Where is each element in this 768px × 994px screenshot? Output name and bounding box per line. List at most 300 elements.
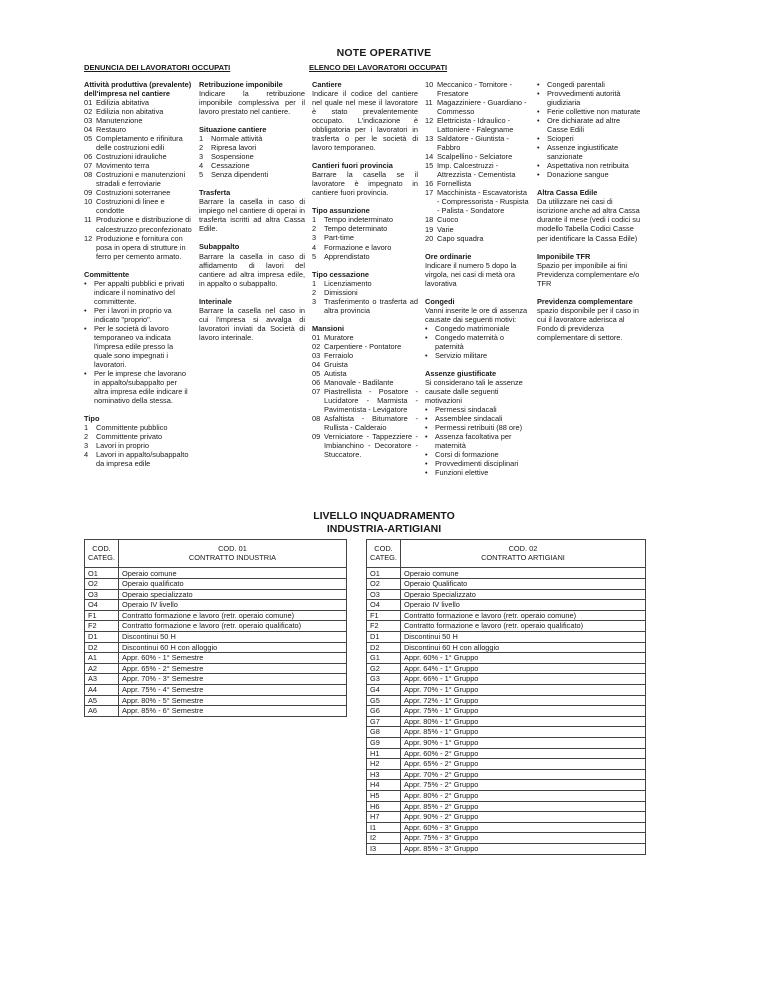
table-row: [85, 579, 347, 590]
assenze-list-continued: [537, 80, 641, 179]
list-item: [84, 369, 192, 405]
list-item-text: Provvedimenti disciplinari: [435, 459, 519, 469]
list-item-number: 10: [425, 80, 434, 89]
bullet-icon: •: [425, 405, 428, 415]
table-row: [367, 589, 646, 600]
list-item-number: 09: [312, 432, 321, 442]
table-row: [367, 600, 646, 611]
list-item-text: Congedo maternità o paternità: [435, 332, 505, 351]
list-item: [537, 80, 641, 89]
cell-description: Appr. 65% - 2° Semestre: [118, 663, 346, 674]
cell-description: Appr. 80% - 1° Gruppo: [400, 716, 645, 727]
list-item: [425, 324, 529, 333]
header-categ: CATEG.: [370, 553, 397, 563]
list-item: [425, 333, 529, 351]
list-item: [312, 288, 418, 297]
list-item-text: Aspettativa non retribuita: [547, 161, 629, 171]
cell-code: F2: [85, 621, 119, 632]
cell-code: H5: [367, 790, 401, 801]
cell-description: Contratto formazione e lavoro (retr. operaio comune): [118, 610, 346, 621]
cessazione-heading: Tipo cessazione: [312, 269, 369, 279]
table-row: [367, 812, 646, 823]
list-item-text: Piastrellista - Posatore - Lucidatore - Marmista - Pavimentista - Levigatore: [324, 386, 418, 414]
cell-description: Discontinui 50 H: [400, 632, 645, 643]
cell-code: G8: [367, 727, 401, 738]
list-item: [84, 197, 192, 215]
subappalto-heading: Subappalto: [199, 242, 240, 252]
cell-code: H4: [367, 780, 401, 791]
list-item-number: 05: [84, 134, 93, 144]
cell-code: D1: [367, 632, 401, 643]
table-row: [367, 674, 646, 685]
cell-description: Appr. 85% - 6° Semestre: [118, 706, 346, 717]
table-row: [367, 780, 646, 791]
page-title: NOTE OPERATIVE: [336, 47, 432, 59]
list-item: [312, 360, 418, 369]
list-item: [312, 215, 418, 224]
list-item-text: Produzione e distribuzione di calcestruzzo preconfezionato: [96, 215, 192, 234]
bullet-icon: •: [537, 116, 540, 126]
list-item-text: Assenza facoltativa per maternità: [435, 432, 512, 451]
cell-code: O4: [85, 600, 119, 611]
table-row: [367, 642, 646, 653]
list-item-number: 12: [425, 116, 434, 126]
list-item: [425, 459, 529, 468]
list-item-text: Cuoco: [437, 215, 459, 225]
retribuzione-text: Indicare la retribuzione imponibile complessiva per il lavoro prestato nel cantiere.: [199, 89, 305, 117]
list-item-number: 3: [312, 296, 317, 306]
list-item: [312, 351, 418, 360]
cantiere-heading: Cantiere: [312, 80, 342, 89]
cell-description: Appr. 70% - 1° Gruppo: [400, 685, 645, 696]
list-item: [84, 432, 192, 441]
bullet-icon: •: [425, 423, 428, 433]
table-row: [85, 610, 347, 621]
table-row: [85, 663, 347, 674]
table-row: [367, 632, 646, 643]
list-item: [537, 107, 641, 116]
table-row: [85, 642, 347, 653]
table-contratto-industria: [84, 539, 347, 717]
list-item-number: 1: [312, 278, 317, 288]
list-item: [84, 188, 192, 197]
list-item-number: 20: [425, 233, 434, 243]
list-item-number: 12: [84, 233, 93, 243]
list-item-text: Macchinista - Escavatorista - Compressorista - Ruspista - Palista - Sondatore: [437, 188, 529, 216]
list-item-number: 03: [84, 116, 93, 126]
cell-description: Appr. 70% - 2° Gruppo: [400, 769, 645, 780]
cell-description: Appr. 65% - 2° Gruppo: [400, 759, 645, 770]
list-item: [425, 152, 529, 161]
list-item: [312, 297, 418, 315]
list-item-text: Donazione sangue: [547, 170, 609, 180]
list-item: [537, 134, 641, 143]
table-row: [367, 685, 646, 696]
list-item-text: Verniciatore - Tappezziere - Imbianchino - Decoratore - Stuccatore.: [324, 432, 418, 460]
list-item-number: 04: [312, 359, 321, 369]
list-item: [537, 89, 641, 107]
list-item-number: 15: [425, 161, 434, 171]
table-row: [367, 727, 646, 738]
list-item: [84, 152, 192, 161]
list-item: [84, 215, 192, 233]
table-contratto-artigiani: [366, 539, 646, 855]
livello-title-line2: INDUSTRIA-ARTIGIANI: [326, 523, 442, 536]
table-header-contract: [118, 540, 346, 568]
ore-ordinarie-text: Indicare il numero 5 dopo la virgola, nei casi di metà ora lavorativa: [425, 260, 517, 288]
cell-description: Operaio comune: [118, 567, 346, 579]
list-item: [84, 98, 192, 107]
list-item-number: 08: [84, 170, 93, 180]
cell-code: I2: [367, 833, 401, 844]
list-item-number: 11: [84, 215, 92, 225]
cell-description: Appr. 75% - 2° Gruppo: [400, 780, 645, 791]
list-item-text: Senza dipendenti: [211, 170, 269, 180]
list-item-text: Imp. Calcestruzzi - Attrezzista - Cementista: [437, 161, 516, 180]
list-item-text: Varie: [437, 224, 454, 234]
list-item-text: Part-time: [324, 233, 354, 243]
cell-code: F2: [367, 621, 401, 632]
ore-ordinarie-heading: Ore ordinarie: [425, 251, 472, 261]
list-item-number: 4: [199, 161, 204, 171]
list-item-number: 2: [199, 143, 204, 153]
cell-code: O1: [367, 567, 401, 579]
cell-description: Operaio Specializzato: [400, 589, 645, 600]
list-item-number: 10: [84, 197, 93, 207]
mansioni-heading: Mansioni: [312, 323, 345, 333]
section-heading-denuncia: DENUNCIA DEI LAVORATORI OCCUPATI: [84, 63, 231, 72]
cell-description: Appr. 90% - 2° Gruppo: [400, 812, 645, 823]
altra-cassa-heading: Altra Cassa Edile: [537, 188, 598, 198]
table-row: [85, 567, 347, 579]
cell-code: I1: [367, 822, 401, 833]
list-item-text: Permessi sindacali: [435, 405, 497, 415]
table-row: [85, 685, 347, 696]
trasferta-heading: Trasferta: [199, 188, 231, 198]
attivita-heading: Attività produttiva (prevalente) dell'impresa nel cantiere: [84, 80, 192, 99]
list-item: [84, 450, 192, 468]
tipo-heading: Tipo: [84, 414, 100, 424]
cell-code: H1: [367, 748, 401, 759]
cell-description: Appr. 85% - 3° Gruppo: [400, 843, 645, 854]
cell-code: H7: [367, 812, 401, 823]
list-item-text: Costruzioni di linee e condotte: [96, 197, 165, 216]
list-item-text: Permessi retribuiti (88 ore): [435, 423, 523, 433]
cell-code: D1: [85, 632, 119, 643]
list-item: [84, 441, 192, 450]
list-item-text: Produzione e fornitura con posa in opera di strutture in ferro per cemento armato.: [96, 233, 186, 261]
cell-description: Contratto formazione e lavoro (retr. operaio comune): [400, 610, 645, 621]
list-item: [425, 188, 529, 215]
list-item: [425, 80, 529, 98]
list-item-number: 14: [425, 152, 434, 162]
bullet-icon: •: [537, 161, 540, 171]
cell-code: D2: [85, 642, 119, 653]
list-item-text: Tempo determinato: [324, 224, 388, 234]
list-item-text: Dimissioni: [324, 287, 358, 297]
cell-description: Contratto formazione e lavoro (retr. operaio qualificato): [118, 621, 346, 632]
cell-code: G3: [367, 674, 401, 685]
altra-cassa-text: Da utilizzare nei casi di iscrizione anche ad altra Cassa durante il mese (vedi i codici su modello Tabella Codici Casse per identificare la Cassa Edile): [537, 197, 641, 243]
committente-heading: Committente: [84, 269, 130, 279]
table-row: [85, 695, 347, 706]
list-item-text: Ferie collettive non maturate: [547, 107, 641, 117]
list-item: [84, 279, 192, 306]
list-item: [199, 143, 305, 152]
table-row: [367, 801, 646, 812]
cell-description: Appr. 80% - 2° Gruppo: [400, 790, 645, 801]
cell-code: G7: [367, 716, 401, 727]
column-4: [425, 80, 529, 486]
livello-title-line1: LIVELLO INQUADRAMENTO: [313, 510, 455, 522]
list-item-text: Per appalti pubblici e privati indicare il nominativo del committente.: [94, 278, 185, 306]
table-header-code: [367, 540, 401, 568]
table-row: [367, 621, 646, 632]
cell-description: Appr. 80% - 5° Semestre: [118, 695, 346, 706]
cell-description: Operaio specializzato: [118, 589, 346, 600]
congedi-list: [425, 324, 529, 360]
list-item: [199, 170, 305, 179]
header-cod: COD.: [374, 544, 393, 553]
list-item-text: Capo squadra: [437, 233, 484, 243]
cell-code: H3: [367, 769, 401, 780]
interinale-heading: Interinale: [199, 296, 232, 306]
list-item-text: Ripresa lavori: [211, 143, 257, 153]
list-item-number: 13: [425, 134, 434, 144]
bullet-icon: •: [425, 459, 428, 469]
list-item: [84, 423, 192, 432]
list-item-text: Carpentiere - Pontatore: [324, 341, 402, 351]
list-item-text: Cessazione: [211, 161, 250, 171]
cell-code: O2: [85, 579, 119, 590]
retribuzione-heading: Retribuzione imponibile: [199, 80, 283, 89]
list-item: [425, 134, 529, 152]
cell-description: Operaio IV livello: [400, 600, 645, 611]
list-item-text: Sospensione: [211, 152, 254, 162]
table-row: [367, 769, 646, 780]
table-row: [85, 632, 347, 643]
cell-description: Appr. 60% - 3° Gruppo: [400, 822, 645, 833]
list-item-text: Meccanico - Tornitore - Fresatore: [437, 80, 513, 99]
list-item: [312, 432, 418, 459]
cell-description: Operaio IV livello: [118, 600, 346, 611]
cell-description: Operaio Qualificato: [400, 579, 645, 590]
list-item-number: 07: [84, 161, 93, 171]
fuori-provincia-text: Barrare la casella se il lavoratore è impegnato in cantiere fuori provincia.: [312, 170, 418, 198]
cell-code: G5: [367, 695, 401, 706]
table-row: [85, 600, 347, 611]
cell-description: Appr. 60% - 1° Semestre: [118, 653, 346, 664]
bullet-icon: •: [425, 332, 428, 342]
list-item-number: 07: [312, 386, 321, 396]
list-item-number: 2: [312, 287, 317, 297]
bullet-icon: •: [537, 143, 540, 153]
cell-code: G4: [367, 685, 401, 696]
bullet-icon: •: [537, 170, 540, 180]
column-2: [199, 80, 305, 351]
list-item-text: Autista: [324, 368, 347, 378]
cell-description: Discontinui 60 H con alloggio: [118, 642, 346, 653]
list-item: [312, 333, 418, 342]
list-item-text: Funzioni elettive: [435, 468, 489, 478]
table-row: [367, 716, 646, 727]
list-item-number: 09: [84, 188, 93, 198]
list-item-text: Gruista: [324, 359, 348, 369]
list-item-number: 4: [312, 242, 317, 252]
list-item-number: 06: [312, 377, 321, 387]
list-item: [425, 215, 529, 224]
list-item-text: Licenziamento: [324, 278, 372, 288]
list-item-number: 01: [312, 332, 321, 342]
column-5: [537, 80, 641, 351]
list-item-text: Costruzioni soterranee: [96, 188, 171, 198]
list-item-number: 11: [425, 98, 433, 108]
list-item-text: Muratore: [324, 332, 354, 342]
list-item-text: Saldatore - Giuntista - Fabbro: [437, 134, 509, 153]
cell-code: A6: [85, 706, 119, 717]
table-row: [85, 589, 347, 600]
list-item-number: 2: [84, 432, 89, 442]
table-row: [367, 843, 646, 854]
attivita-list: [84, 98, 192, 261]
list-item: [425, 351, 529, 360]
list-item-number: 5: [312, 251, 317, 261]
list-item: [312, 279, 418, 288]
table-row: [367, 738, 646, 749]
bullet-icon: •: [425, 350, 428, 360]
list-item: [84, 170, 192, 188]
table-header-code: [85, 540, 119, 568]
cell-code: G9: [367, 738, 401, 749]
list-item-text: Manutenzione: [96, 116, 143, 126]
list-item-text: Provvedimenti autorità giudiziaria: [547, 89, 621, 108]
bullet-icon: •: [84, 278, 87, 288]
list-item-number: 05: [312, 368, 321, 378]
list-item-text: Assenze ingiustificate sanzionate: [547, 143, 619, 162]
list-item-number: 02: [312, 341, 321, 351]
cell-code: O4: [367, 600, 401, 611]
list-item: [425, 423, 529, 432]
list-item-number: 2: [312, 224, 317, 234]
bullet-icon: •: [84, 305, 87, 315]
previdenza-text: spazio disponibile per il caso in cui il lavoratore aderisca al Fondo di previdenza complementare di settore.: [537, 305, 639, 342]
list-item: [425, 179, 529, 188]
table-body: [367, 567, 646, 854]
cantiere-text: Indicare il codice del cantiere nel quale nel mese il lavoratore è stato prevalentemente occupato. L'indicazione è obbligatoria per i lavoratori in trasferta o per le società di lavoro temporaneo.: [312, 89, 418, 153]
trasferta-text: Barrare la casella in caso di impiego nel cantiere di operai in trasferta iscritti ad altra Cassa Edile.: [199, 197, 305, 234]
list-item-text: Magazziniere - Guardiano - Commesso: [437, 98, 527, 117]
list-item: [84, 306, 192, 324]
bullet-icon: •: [537, 134, 540, 144]
list-item-text: Elettricista - Idraulico - Lattoniere - Falegname: [437, 116, 514, 135]
list-item-number: 3: [84, 441, 89, 451]
assenze-list: [425, 405, 529, 477]
cell-description: Appr. 72% - 1° Gruppo: [400, 695, 645, 706]
list-item: [84, 116, 192, 125]
cell-description: Appr. 90% - 1° Gruppo: [400, 738, 645, 749]
list-item: [84, 125, 192, 134]
list-item-number: 4: [84, 450, 89, 460]
cell-code: O1: [85, 567, 119, 579]
list-item: [84, 107, 192, 116]
list-item: [312, 414, 418, 432]
cell-code: O3: [85, 589, 119, 600]
list-item-text: Committente privato: [96, 432, 163, 442]
cell-code: A3: [85, 674, 119, 685]
cell-description: Appr. 75% - 4° Semestre: [118, 685, 346, 696]
list-item-text: Scioperi: [547, 134, 574, 144]
list-item-text: Trasferimento o trasferta ad altra provincia: [324, 296, 418, 315]
previdenza-heading: Previdenza complementare: [537, 296, 633, 306]
cell-description: Contratto formazione e lavoro (retr. operaio qualificato): [400, 621, 645, 632]
congedi-heading: Congedi: [425, 296, 455, 306]
tipo-list: [84, 423, 192, 468]
header-contract-name: CONTRATTO ARTIGIANI: [481, 553, 565, 563]
list-item: [312, 252, 418, 261]
cell-description: Discontinui 50 H: [118, 632, 346, 643]
list-item: [425, 405, 529, 414]
subappalto-text: Barrare la casella in caso di affidamento di lavori del cantiere ad altra impresa edile, in appalto o subappalto.: [199, 251, 305, 288]
list-item-text: Completamento e rifinitura delle costruzioni edili: [96, 134, 183, 153]
list-item-text: Costruzioni idrauliche: [96, 152, 167, 162]
table-row: [367, 610, 646, 621]
list-item-number: 04: [84, 125, 93, 135]
list-item-text: Congedo matrimoniale: [435, 323, 510, 333]
cell-description: Discontinui 60 H con alloggio: [400, 642, 645, 653]
header-contract-code: COD. 01: [218, 544, 247, 553]
list-item-text: Apprendistato: [324, 251, 370, 261]
list-item-text: Per i lavori in proprio va indicato "proprio".: [94, 305, 172, 324]
list-item-text: Normale attività: [211, 134, 263, 144]
list-item-text: Lavori in appalto/subappalto da impresa edile: [96, 450, 189, 469]
table-row: [367, 695, 646, 706]
cell-code: G1: [367, 653, 401, 664]
cell-code: G2: [367, 663, 401, 674]
list-item: [312, 224, 418, 233]
bullet-icon: •: [425, 468, 428, 478]
bullet-icon: •: [537, 107, 540, 117]
list-item: [199, 134, 305, 143]
cell-code: I3: [367, 843, 401, 854]
list-item: [425, 468, 529, 477]
list-item: [537, 116, 641, 134]
list-item-number: 5: [199, 170, 204, 180]
list-item: [312, 387, 418, 414]
bullet-icon: •: [425, 323, 428, 333]
list-item-text: Tempo indeterminato: [324, 215, 394, 225]
table-row: [367, 653, 646, 664]
cell-code: H6: [367, 801, 401, 812]
list-item-text: Congedi parentali: [547, 80, 605, 89]
list-item-number: 18: [425, 215, 434, 225]
list-item-text: Ferraiolo: [324, 350, 354, 360]
list-item: [84, 234, 192, 261]
congedi-text: Vanni inserite le ore di assenza causate dai seguenti motivi:: [425, 305, 528, 324]
list-item-number: 1: [84, 423, 89, 433]
list-item-number: 16: [425, 179, 434, 189]
list-item-text: Lavori in proprio: [96, 441, 149, 451]
bullet-icon: •: [84, 323, 87, 333]
assunzione-list: [312, 215, 418, 260]
cell-code: A1: [85, 653, 119, 664]
list-item-text: Assemblee sindacali: [435, 414, 503, 424]
table-row: [85, 621, 347, 632]
list-item-number: 08: [312, 414, 321, 424]
header-cod: COD.: [92, 544, 111, 553]
list-item-text: Costruzioni e manutenzioni stradali e ferroviarie: [96, 170, 186, 189]
header-categ: CATEG.: [88, 553, 115, 563]
list-item: [312, 378, 418, 387]
